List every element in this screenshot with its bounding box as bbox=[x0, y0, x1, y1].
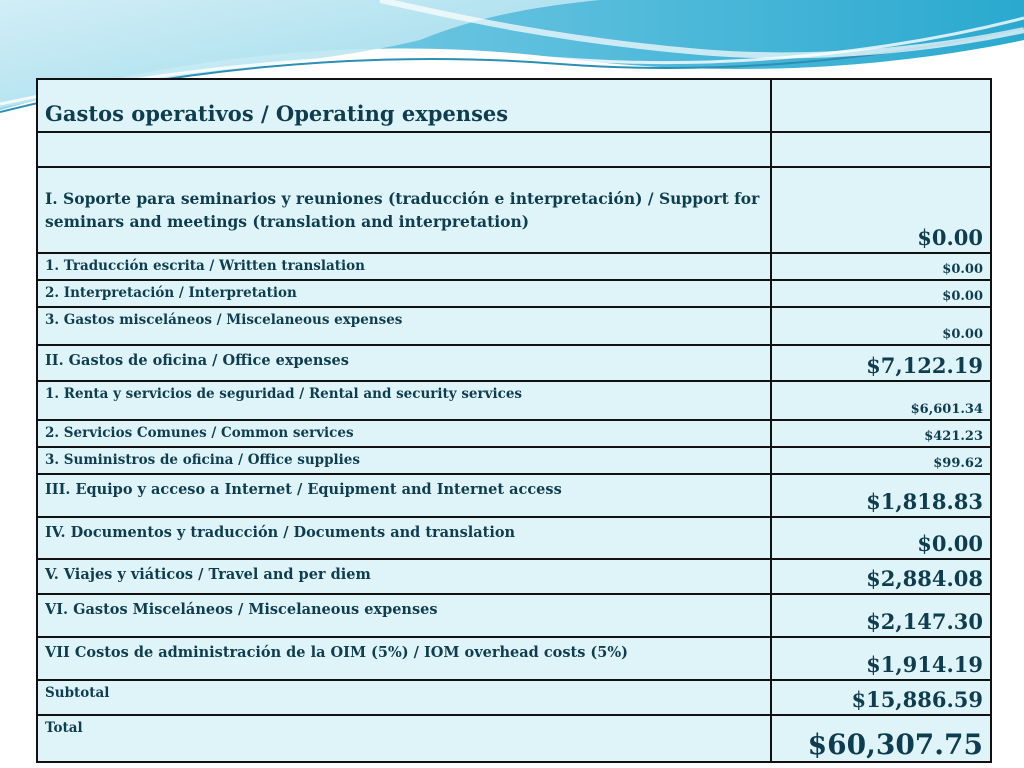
table-row bbox=[37, 381, 991, 420]
row-amount: $99.62 bbox=[771, 447, 991, 474]
row-label: 1. Traducción escrita / Written translation bbox=[37, 253, 771, 280]
row-label: 3. Gastos misceláneos / Miscelaneous expenses bbox=[37, 307, 771, 345]
table-row bbox=[37, 307, 991, 345]
table-row bbox=[37, 474, 991, 517]
subtotal-label: Subtotal bbox=[37, 680, 771, 715]
row-amount: $7,122.19 bbox=[771, 345, 991, 381]
table-row bbox=[37, 559, 991, 594]
table-row bbox=[37, 420, 991, 447]
row-label: I. Soporte para seminarios y reuniones (traducción e interpretación) / Support for seminars and meetings (translation and interpretation) bbox=[37, 167, 771, 253]
subtotal-amount: $15,886.59 bbox=[771, 680, 991, 715]
table-row bbox=[37, 517, 991, 559]
row-label: IV. Documentos y traducción / Documents and translation bbox=[37, 517, 771, 559]
table-header-row bbox=[37, 79, 991, 132]
table-row bbox=[37, 167, 991, 253]
row-amount: $0.00 bbox=[771, 253, 991, 280]
row-label: 1. Renta y servicios de seguridad / Rental and security services bbox=[37, 381, 771, 420]
row-amount: $2,884.08 bbox=[771, 559, 991, 594]
operating-expenses-table bbox=[36, 78, 992, 763]
total-row bbox=[37, 715, 991, 762]
empty-cell bbox=[771, 132, 991, 167]
row-amount: $0.00 bbox=[771, 517, 991, 559]
row-label: VI. Gastos Misceláneos / Miscelaneous expenses bbox=[37, 594, 771, 637]
table-row bbox=[37, 637, 991, 680]
row-label: 2. Servicios Comunes / Common services bbox=[37, 420, 771, 447]
total-amount: $60,307.75 bbox=[771, 715, 991, 762]
row-amount: $1,914.19 bbox=[771, 637, 991, 680]
row-label: III. Equipo y acceso a Internet / Equipment and Internet access bbox=[37, 474, 771, 517]
table-row bbox=[37, 280, 991, 307]
empty-cell bbox=[37, 132, 771, 167]
row-amount: $2,147.30 bbox=[771, 594, 991, 637]
table-row bbox=[37, 447, 991, 474]
table-row bbox=[37, 345, 991, 381]
total-label: Total bbox=[37, 715, 771, 762]
row-amount: $0.00 bbox=[771, 280, 991, 307]
row-amount: $0.00 bbox=[771, 307, 991, 345]
header-amount-cell bbox=[771, 79, 991, 132]
row-amount: $6,601.34 bbox=[771, 381, 991, 420]
row-label: 3. Suministros de oficina / Office supplies bbox=[37, 447, 771, 474]
row-label: V. Viajes y viáticos / Travel and per diem bbox=[37, 559, 771, 594]
empty-row bbox=[37, 132, 991, 167]
subtotal-row bbox=[37, 680, 991, 715]
row-label: VII Costos de administración de la OIM (5%) / IOM overhead costs (5%) bbox=[37, 637, 771, 680]
row-label: 2. Interpretación / Interpretation bbox=[37, 280, 771, 307]
table-row bbox=[37, 594, 991, 637]
row-label: II. Gastos de oficina / Office expenses bbox=[37, 345, 771, 381]
row-amount: $421.23 bbox=[771, 420, 991, 447]
table-title: Gastos operativos / Operating expenses bbox=[37, 79, 771, 132]
row-amount: $0.00 bbox=[771, 167, 991, 253]
table-row bbox=[37, 253, 991, 280]
row-amount: $1,818.83 bbox=[771, 474, 991, 517]
